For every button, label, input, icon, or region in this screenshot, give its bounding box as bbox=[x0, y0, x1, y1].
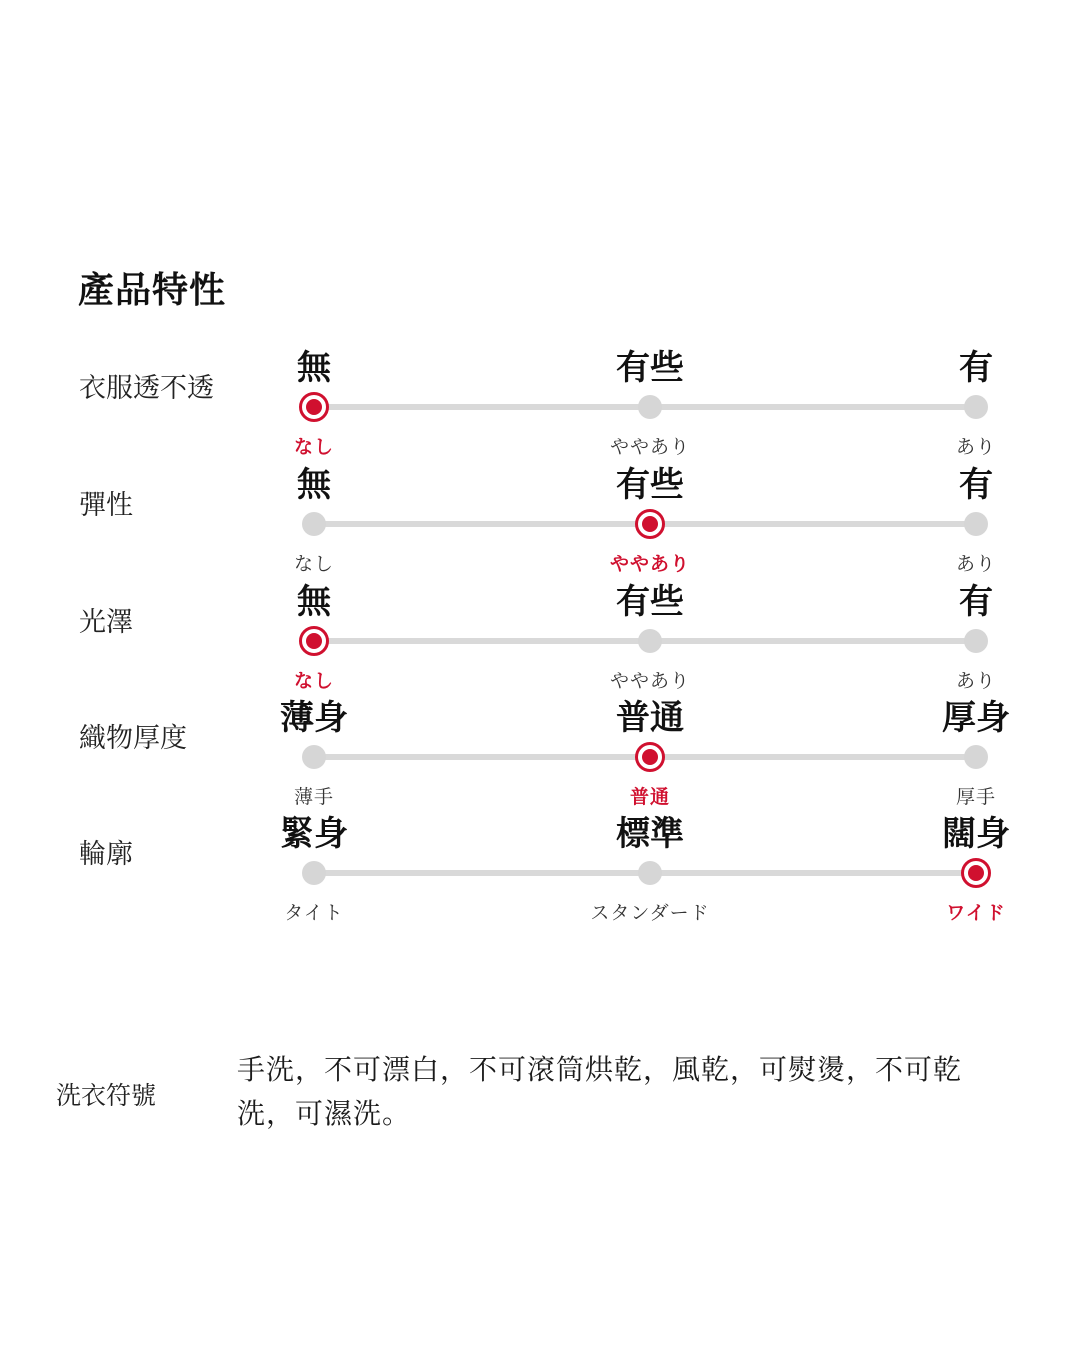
scale-option-label: 無 bbox=[297, 465, 331, 505]
scale-dot bbox=[302, 745, 326, 769]
scale-dot-selected bbox=[299, 626, 329, 656]
scale-option-label: 有些 bbox=[616, 582, 684, 622]
scale-dot bbox=[638, 861, 662, 885]
scale-dot bbox=[964, 629, 988, 653]
scale-option-label: 闊身 bbox=[942, 814, 1010, 854]
attribute-row bbox=[0, 457, 1080, 575]
attribute-label: 織物厚度 bbox=[79, 723, 187, 754]
page-title: 產品特性 bbox=[78, 270, 227, 311]
attribute-row bbox=[0, 690, 1080, 808]
scale-option-sublabel: あり bbox=[955, 670, 997, 692]
scale-option-sublabel: ややあり bbox=[609, 553, 691, 575]
scale-dot bbox=[302, 861, 326, 885]
scale-dot bbox=[964, 395, 988, 419]
scale-option-sublabel: なし bbox=[293, 553, 335, 575]
scale-option-label: 有些 bbox=[616, 348, 684, 388]
scale-option-sublabel: あり bbox=[955, 436, 997, 458]
scale-option-sublabel: ややあり bbox=[609, 670, 691, 692]
scale-option-sublabel: あり bbox=[955, 553, 997, 575]
scale-option-sublabel: ややあり bbox=[609, 436, 691, 458]
care-label: 洗衣符號 bbox=[56, 1081, 157, 1110]
scale-option-label: 有些 bbox=[616, 465, 684, 505]
scale-option-sublabel: ワイド bbox=[946, 902, 1006, 924]
scale-dot-selected bbox=[635, 742, 665, 772]
attribute-label: 彈性 bbox=[79, 490, 133, 521]
scale-option-label: 有 bbox=[959, 582, 993, 622]
scale-option-sublabel: タイト bbox=[284, 902, 344, 924]
scale-option-sublabel: 薄手 bbox=[293, 786, 335, 808]
attribute-label: 光澤 bbox=[79, 607, 133, 638]
scale-option-sublabel: なし bbox=[293, 436, 335, 458]
attribute-label: 輪廓 bbox=[79, 839, 133, 870]
attribute-row bbox=[0, 340, 1080, 458]
scale-dot bbox=[638, 629, 662, 653]
scale-dot bbox=[964, 745, 988, 769]
scale-option-label: 標準 bbox=[616, 814, 684, 854]
scale-dot-selected bbox=[961, 858, 991, 888]
scale-dot bbox=[638, 395, 662, 419]
scale-dot-selected bbox=[635, 509, 665, 539]
scale-option-sublabel: なし bbox=[293, 670, 335, 692]
scale-option-sublabel: 厚手 bbox=[955, 786, 997, 808]
scale-option-sublabel: スタンダード bbox=[590, 902, 710, 924]
attribute-row bbox=[0, 806, 1080, 924]
scale-option-label: 緊身 bbox=[280, 814, 348, 854]
scale-option-label: 無 bbox=[297, 348, 331, 388]
scale-option-label: 無 bbox=[297, 582, 331, 622]
attribute-row bbox=[0, 574, 1080, 692]
scale-option-label: 厚身 bbox=[942, 698, 1010, 738]
scale-option-label: 薄身 bbox=[280, 698, 348, 738]
scale-dot-selected bbox=[299, 392, 329, 422]
care-text: 手洗，不可漂白，不可滾筒烘乾，風乾，可熨燙，不可乾洗，可濕洗。 bbox=[237, 1053, 963, 1130]
attribute-label: 衣服透不透 bbox=[79, 373, 214, 404]
scale-option-label: 有 bbox=[959, 348, 993, 388]
scale-dot bbox=[302, 512, 326, 536]
scale-option-label: 普通 bbox=[616, 698, 684, 738]
scale-dot bbox=[964, 512, 988, 536]
scale-option-sublabel: 普通 bbox=[629, 786, 671, 808]
scale-option-label: 有 bbox=[959, 465, 993, 505]
